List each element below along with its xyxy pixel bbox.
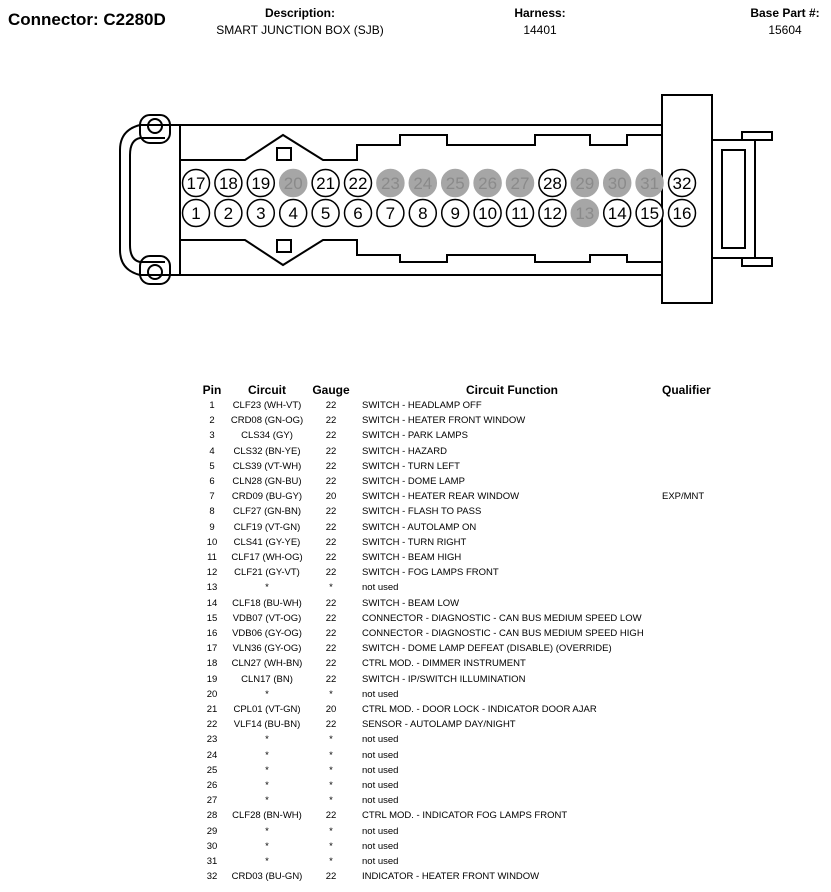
right-stub xyxy=(712,140,755,258)
cell-pin: 10 xyxy=(206,536,218,548)
table-row xyxy=(196,839,742,854)
cell-circuit: CLS32 (BN-YE) xyxy=(233,445,301,457)
pin-20 xyxy=(280,170,307,197)
pin-number: 3 xyxy=(256,204,266,223)
pin-22 xyxy=(345,170,372,197)
cell-qualifier xyxy=(662,854,742,869)
table-row xyxy=(196,565,742,580)
right-tab-bottom xyxy=(742,258,772,266)
pin-number: 32 xyxy=(672,174,692,193)
cell-function: SWITCH - HEATER FRONT WINDOW xyxy=(362,415,526,427)
pin-28 xyxy=(539,170,566,197)
cell-qualifier xyxy=(662,550,742,565)
pin-number: 28 xyxy=(542,174,562,193)
cell-circuit: CLF28 (BN-WH) xyxy=(232,810,302,822)
cell-pin: 12 xyxy=(206,567,218,579)
cell-function: not used xyxy=(362,749,399,761)
pin-1 xyxy=(183,200,210,227)
pin-2 xyxy=(215,200,242,227)
cell-pin: 6 xyxy=(209,476,215,488)
pin-number: 24 xyxy=(413,174,433,193)
cell-pin: 9 xyxy=(209,521,215,533)
cell-pin: 32 xyxy=(206,871,218,883)
harness-value: 14401 xyxy=(523,23,557,37)
cell-qualifier xyxy=(662,504,742,519)
pin-number: 7 xyxy=(385,204,396,223)
cell-circuit: CRD09 (BU-GY) xyxy=(231,491,303,503)
cell-circuit: CLF23 (WH-VT) xyxy=(232,400,302,411)
right-stub-inner xyxy=(722,150,745,248)
cell-circuit: * xyxy=(265,856,269,868)
key-bottom xyxy=(277,240,291,252)
cell-qualifier xyxy=(662,687,742,702)
cell-pin: 31 xyxy=(206,856,218,868)
table-row xyxy=(196,672,742,687)
cell-qualifier xyxy=(662,596,742,611)
cell-gauge: * xyxy=(329,780,333,792)
cell-qualifier xyxy=(662,793,742,808)
pin-number: 14 xyxy=(607,204,627,223)
cell-function: CTRL MOD. - DOOR LOCK - INDICATOR DOOR AJAR xyxy=(362,704,597,716)
table-row xyxy=(196,793,742,808)
cell-qualifier xyxy=(662,474,742,489)
pin-number: 16 xyxy=(672,204,692,223)
cell-pin: 19 xyxy=(206,673,218,685)
pin-19 xyxy=(247,170,274,197)
cell-qualifier xyxy=(662,717,742,732)
pin-15 xyxy=(636,200,663,227)
table-row xyxy=(196,444,742,459)
cell-qualifier xyxy=(662,869,742,884)
cell-qualifier xyxy=(662,702,742,717)
pin-12 xyxy=(539,200,566,227)
pin-number: 20 xyxy=(283,174,303,193)
description-value: SMART JUNCTION BOX (SJB) xyxy=(216,23,384,37)
cell-function: not used xyxy=(362,780,399,792)
cell-qualifier xyxy=(662,413,742,428)
cell-gauge: 22 xyxy=(325,476,337,488)
right-flange xyxy=(662,95,712,303)
cell-pin: 22 xyxy=(206,719,218,731)
pin-circles xyxy=(183,170,696,227)
table-row xyxy=(196,717,742,732)
cell-function: SWITCH - TURN LEFT xyxy=(362,460,460,472)
cell-qualifier xyxy=(662,824,742,839)
cell-gauge: 22 xyxy=(325,628,337,640)
pin-number: 5 xyxy=(320,204,331,223)
cell-pin: 3 xyxy=(209,430,215,442)
cell-qualifier: EXP/MNT xyxy=(662,491,705,503)
right-tab-top xyxy=(742,132,772,140)
pin-17 xyxy=(183,170,210,197)
cell-circuit: VLF14 (BU-BN) xyxy=(233,719,301,731)
cell-function: SWITCH - HAZARD xyxy=(362,445,447,457)
cell-pin: 16 xyxy=(206,628,218,640)
cell-circuit: CLF21 (GY-VT) xyxy=(234,567,300,579)
cell-gauge: 22 xyxy=(325,445,337,457)
connector-housing-outline xyxy=(120,95,772,303)
cell-qualifier xyxy=(662,428,742,443)
pin-number: 25 xyxy=(445,174,465,193)
cell-gauge: * xyxy=(329,688,333,700)
cell-gauge: * xyxy=(329,856,333,868)
cell-function: SWITCH - DOME LAMP xyxy=(362,476,465,488)
pin-32 xyxy=(669,170,696,197)
pin-number: 22 xyxy=(348,174,368,193)
cell-qualifier xyxy=(662,839,742,854)
cell-qualifier xyxy=(662,626,742,641)
pin-11 xyxy=(507,200,534,227)
cell-circuit: * xyxy=(265,840,269,852)
cell-qualifier xyxy=(662,580,742,595)
cell-pin: 23 xyxy=(206,734,218,746)
cell-gauge: * xyxy=(329,840,333,852)
cell-function: not used xyxy=(362,825,399,837)
cell-gauge: * xyxy=(329,582,333,594)
housing-nose-inner xyxy=(130,138,165,262)
cell-qualifier xyxy=(662,778,742,793)
cell-circuit: * xyxy=(265,764,269,776)
cell-pin: 20 xyxy=(206,688,218,700)
table-row xyxy=(196,656,742,671)
cell-qualifier xyxy=(662,398,742,413)
cell-pin: 29 xyxy=(206,825,218,837)
table-row xyxy=(196,763,742,778)
cell-circuit: * xyxy=(265,734,269,746)
cell-circuit: CRD03 (BU-GN) xyxy=(231,871,303,883)
pin-30 xyxy=(604,170,631,197)
cell-pin: 27 xyxy=(206,795,218,807)
table-row xyxy=(196,474,742,489)
pin-26 xyxy=(474,170,501,197)
pin-number: 9 xyxy=(450,204,460,223)
table-row xyxy=(196,580,742,595)
table-row xyxy=(196,748,742,763)
cell-function: CTRL MOD. - DIMMER INSTRUMENT xyxy=(362,658,526,670)
table-row xyxy=(196,778,742,793)
cell-qualifier xyxy=(662,732,742,747)
cell-pin: 7 xyxy=(209,491,215,503)
cell-circuit: VLN36 (GY-OG) xyxy=(232,643,302,655)
cell-gauge: * xyxy=(329,764,333,776)
cell-gauge: * xyxy=(329,749,333,761)
cell-gauge: 22 xyxy=(325,612,337,624)
table-row xyxy=(196,413,742,428)
cell-pin: 25 xyxy=(206,764,218,776)
cell-gauge: 22 xyxy=(325,521,337,533)
cell-function: SWITCH - FOG LAMPS FRONT xyxy=(362,567,499,579)
cell-qualifier xyxy=(662,641,742,656)
cell-circuit: * xyxy=(265,749,269,761)
rail-top xyxy=(180,135,662,160)
cell-circuit: CLS39 (VT-WH) xyxy=(232,460,302,472)
harness-label: Harness: xyxy=(514,6,566,20)
header-pin: Pin xyxy=(202,383,222,397)
table-row xyxy=(196,732,742,747)
cell-gauge: 22 xyxy=(325,871,337,883)
base-part-value: 15604 xyxy=(768,23,802,37)
cell-gauge: 22 xyxy=(325,719,337,731)
harness-block xyxy=(480,6,600,37)
cell-gauge: 20 xyxy=(325,704,337,716)
cell-pin: 24 xyxy=(206,749,218,761)
pin-number: 21 xyxy=(316,174,336,193)
table-row xyxy=(196,504,742,519)
description-block xyxy=(190,6,410,37)
cell-pin: 5 xyxy=(209,460,215,472)
pin-table xyxy=(196,383,742,885)
cell-circuit: VDB07 (VT-OG) xyxy=(232,612,302,624)
header-gauge: Gauge xyxy=(312,383,350,397)
cell-qualifier xyxy=(662,763,742,778)
pin-number: 23 xyxy=(380,174,400,193)
cell-function: SWITCH - IP/SWITCH ILLUMINATION xyxy=(362,673,526,685)
table-row xyxy=(196,702,742,717)
cell-function: not used xyxy=(362,688,399,700)
cell-qualifier xyxy=(662,565,742,580)
pin-number: 13 xyxy=(575,204,595,223)
cell-pin: 13 xyxy=(206,582,218,594)
cell-qualifier xyxy=(662,808,742,823)
cell-function: not used xyxy=(362,734,399,746)
pin-8 xyxy=(409,200,436,227)
pin-5 xyxy=(312,200,339,227)
pin-number: 15 xyxy=(640,204,660,223)
pin-31 xyxy=(636,170,663,197)
pin-21 xyxy=(312,170,339,197)
pin-4 xyxy=(280,200,307,227)
cell-circuit: CPL01 (VT-GN) xyxy=(233,704,301,716)
pin-number: 4 xyxy=(288,204,298,223)
base-part-label: Base Part #: xyxy=(750,6,820,20)
cell-function: SWITCH - HEATER REAR WINDOW xyxy=(362,491,520,503)
cell-circuit: CLS41 (GY-YE) xyxy=(233,536,301,548)
cell-gauge: 22 xyxy=(325,567,337,579)
table-row xyxy=(196,596,742,611)
pin-23 xyxy=(377,170,404,197)
cell-gauge: 22 xyxy=(325,643,337,655)
pin-number: 12 xyxy=(542,204,562,223)
header-qualifier: Qualifier xyxy=(662,383,711,397)
cell-circuit: CLN27 (WH-BN) xyxy=(231,658,303,670)
table-row xyxy=(196,459,742,474)
pin-6 xyxy=(345,200,372,227)
cell-pin: 2 xyxy=(209,415,215,427)
pin-number: 1 xyxy=(191,204,201,223)
cell-gauge: 22 xyxy=(325,460,337,472)
connector-title: Connector: C2280D xyxy=(8,10,166,29)
table-row xyxy=(196,687,742,702)
cell-gauge: * xyxy=(329,825,333,837)
cell-qualifier xyxy=(662,748,742,763)
cell-gauge: 22 xyxy=(325,415,337,427)
cell-qualifier xyxy=(662,520,742,535)
pin-13 xyxy=(571,200,598,227)
cell-gauge: * xyxy=(329,795,333,807)
cell-circuit: * xyxy=(265,688,269,700)
cell-pin: 4 xyxy=(209,445,215,457)
rail-bottom xyxy=(180,240,662,265)
pin-25 xyxy=(442,170,469,197)
pin-27 xyxy=(507,170,534,197)
table-header-row xyxy=(196,383,742,398)
pin-number: 19 xyxy=(251,174,271,193)
cell-gauge: * xyxy=(329,734,333,746)
cell-pin: 17 xyxy=(206,643,218,655)
cell-pin: 26 xyxy=(206,780,218,792)
cell-pin: 18 xyxy=(206,658,218,670)
latch-hole-bottom xyxy=(148,265,162,279)
cell-circuit: * xyxy=(265,795,269,807)
cell-gauge: 20 xyxy=(325,491,337,503)
table-row xyxy=(196,535,742,550)
cell-qualifier xyxy=(662,656,742,671)
table-row xyxy=(196,550,742,565)
cell-qualifier xyxy=(662,444,742,459)
cell-circuit: * xyxy=(265,582,269,594)
cell-function: SWITCH - BEAM LOW xyxy=(362,597,460,609)
pin-number: 8 xyxy=(418,204,428,223)
cell-function: not used xyxy=(362,764,399,776)
table-row xyxy=(196,808,742,823)
pin-14 xyxy=(604,200,631,227)
cell-circuit: CLF19 (VT-GN) xyxy=(233,521,301,533)
pin-number: 6 xyxy=(353,204,363,223)
pin-7 xyxy=(377,200,404,227)
pin-number: 30 xyxy=(607,174,627,193)
cell-circuit: CLN28 (GN-BU) xyxy=(232,476,302,488)
description-label: Description: xyxy=(264,6,335,20)
table-row xyxy=(196,641,742,656)
cell-gauge: 22 xyxy=(325,658,337,670)
cell-function: CTRL MOD. - INDICATOR FOG LAMPS FRONT xyxy=(362,810,568,822)
cell-function: SWITCH - AUTOLAMP ON xyxy=(362,521,477,533)
cell-function: not used xyxy=(362,856,399,868)
cell-qualifier xyxy=(662,535,742,550)
pin-16 xyxy=(669,200,696,227)
cell-pin: 30 xyxy=(206,840,218,852)
cell-pin: 11 xyxy=(207,552,217,564)
cell-circuit: CLF18 (BU-WH) xyxy=(232,597,302,609)
cell-circuit: * xyxy=(265,780,269,792)
cell-gauge: 22 xyxy=(325,536,337,548)
pin-number: 18 xyxy=(218,174,238,193)
pin-10 xyxy=(474,200,501,227)
key-top xyxy=(277,148,291,160)
pin-number: 29 xyxy=(575,174,595,193)
cell-pin: 8 xyxy=(209,506,215,518)
pin-number: 17 xyxy=(186,174,206,193)
table-row xyxy=(196,824,742,839)
table-row xyxy=(196,520,742,535)
header-function: Circuit Function xyxy=(466,383,558,397)
connector-face-diagram xyxy=(0,90,831,320)
table-row xyxy=(196,489,742,504)
table-row xyxy=(196,869,742,884)
cell-circuit: CLF17 (WH-OG) xyxy=(231,552,303,564)
cell-gauge: 22 xyxy=(325,673,337,685)
pin-number: 10 xyxy=(478,204,498,223)
cell-qualifier xyxy=(662,672,742,687)
cell-circuit: CLS34 (GY) xyxy=(241,430,293,442)
header-circuit: Circuit xyxy=(247,383,286,397)
table-row xyxy=(196,428,742,443)
pin-number: 27 xyxy=(510,174,530,193)
table-row xyxy=(196,626,742,641)
cell-function: INDICATOR - HEATER FRONT WINDOW xyxy=(362,871,540,883)
cell-function: not used xyxy=(362,795,399,807)
cell-function: SWITCH - FLASH TO PASS xyxy=(362,506,482,518)
cell-pin: 15 xyxy=(206,612,218,624)
cell-gauge: 22 xyxy=(325,552,337,564)
cell-function: not used xyxy=(362,582,399,594)
pin-9 xyxy=(442,200,469,227)
cell-circuit: * xyxy=(265,825,269,837)
cell-function: SENSOR - AUTOLAMP DAY/NIGHT xyxy=(362,719,516,731)
cell-gauge: 22 xyxy=(325,597,337,609)
table-row xyxy=(196,611,742,626)
cell-pin: 1 xyxy=(209,400,215,411)
cell-circuit: CLN17 (BN) xyxy=(241,673,293,685)
pin-number: 11 xyxy=(511,204,529,223)
pin-number: 31 xyxy=(640,174,660,193)
cell-function: not used xyxy=(362,840,399,852)
cell-function: SWITCH - TURN RIGHT xyxy=(362,536,467,548)
pin-number: 2 xyxy=(223,204,234,223)
table-row xyxy=(196,398,742,413)
cell-function: SWITCH - PARK LAMPS xyxy=(362,430,468,442)
cell-function: SWITCH - DOME LAMP DEFEAT (DISABLE) (OVERRIDE) xyxy=(362,643,612,655)
cell-gauge: 22 xyxy=(325,506,337,518)
pin-18 xyxy=(215,170,242,197)
cell-circuit: CLF27 (GN-BN) xyxy=(232,506,302,518)
table-row xyxy=(196,854,742,869)
cell-circuit: VDB06 (GY-OG) xyxy=(232,628,302,640)
pin-3 xyxy=(247,200,274,227)
cell-gauge: 22 xyxy=(325,430,337,442)
pin-29 xyxy=(571,170,598,197)
cell-gauge: 22 xyxy=(325,810,337,822)
cell-circuit: CRD08 (GN-OG) xyxy=(230,415,304,427)
base-part-block xyxy=(730,6,831,37)
cell-pin: 14 xyxy=(206,597,218,609)
cell-pin: 28 xyxy=(206,810,218,822)
pin-24 xyxy=(409,170,436,197)
cell-pin: 21 xyxy=(206,704,218,716)
cell-function: CONNECTOR - DIAGNOSTIC - CAN BUS MEDIUM SPEED LOW xyxy=(362,612,642,624)
pin-number: 26 xyxy=(478,174,498,193)
cell-function: SWITCH - HEADLAMP OFF xyxy=(362,400,482,411)
cell-qualifier xyxy=(662,611,742,626)
cell-function: CONNECTOR - DIAGNOSTIC - CAN BUS MEDIUM SPEED HIGH xyxy=(362,628,644,640)
cell-function: SWITCH - BEAM HIGH xyxy=(362,552,462,564)
cell-qualifier xyxy=(662,459,742,474)
cell-gauge: 22 xyxy=(325,400,337,411)
